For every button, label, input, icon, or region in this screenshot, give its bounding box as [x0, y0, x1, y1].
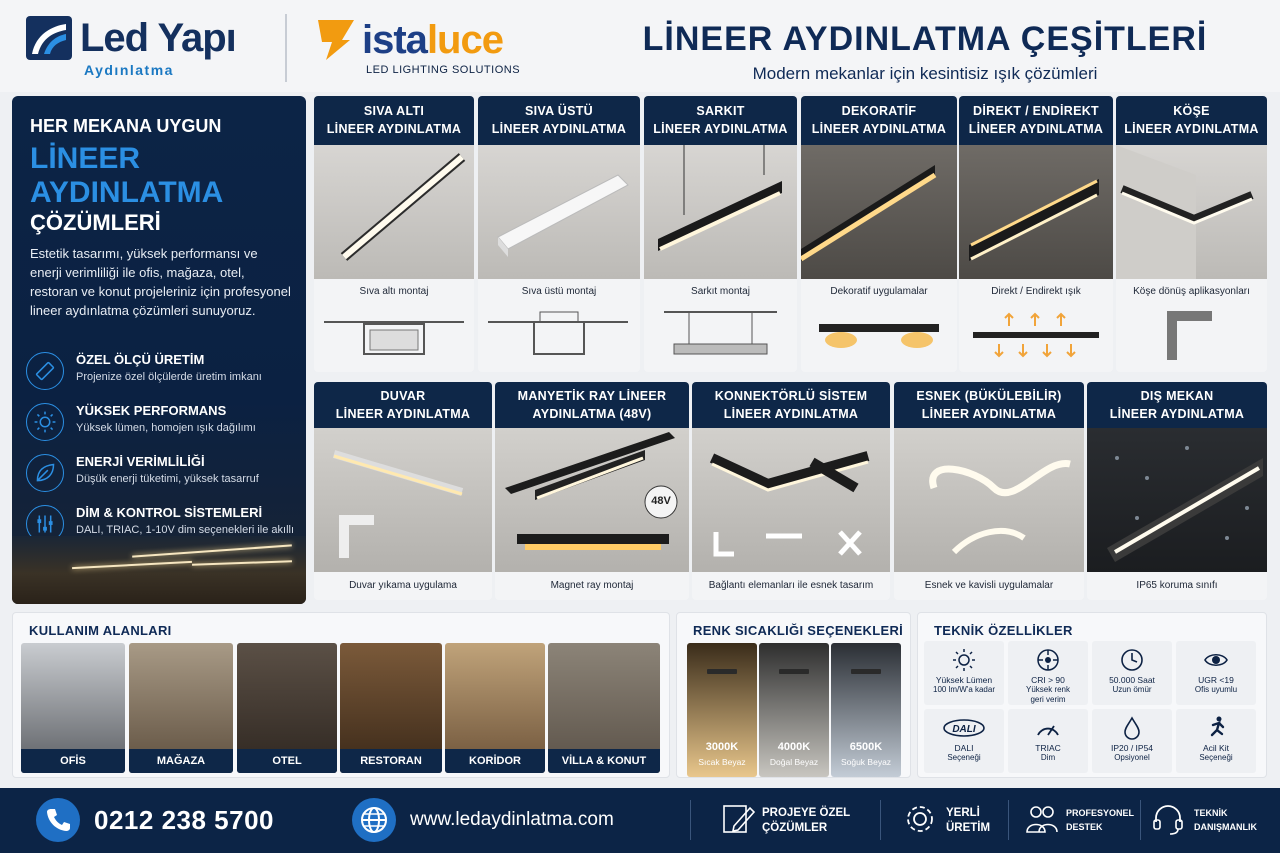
phone-icon[interactable] [36, 798, 80, 842]
intro-kicker: HER MEKANA UYGUN [30, 116, 222, 136]
product-card-outdoor[interactable] [1087, 382, 1267, 600]
intro-description: Estetik tasarımı, yüksek performansı ve enerji verimliliği ile ofis, mağaza, otel, restoran ve konut projeleriniz için profesyonel lineer aydınlatma çözümleri sunuyoruz. [30, 246, 291, 318]
istaluce-logo-mark [318, 20, 354, 60]
phone-number[interactable]: 0212 238 5700 [94, 805, 275, 835]
usage-restaurant[interactable] [340, 643, 442, 773]
globe-icon[interactable] [352, 798, 396, 842]
cct-value: 3000K [705, 741, 739, 753]
card-header: SIVA ALTI LİNEER AYDINLATMA [314, 96, 474, 145]
gear-icon [902, 800, 938, 838]
usage-office[interactable] [21, 643, 125, 773]
mounting-diagram [478, 304, 640, 366]
cct-name: Sıcak Beyaz [698, 757, 746, 767]
product-photo [801, 145, 957, 279]
card-caption: Köşe dönüş aplikasyonları [1133, 286, 1250, 297]
leaf-icon [26, 454, 64, 492]
spec-lifetime: 50.000 Saat Uzun ömür [1092, 641, 1172, 705]
card-caption: Sıva altı montaj [359, 286, 429, 297]
card-caption: Sarkıt montaj [691, 286, 750, 297]
cct-value: 6500K [849, 741, 883, 753]
card-caption: Duvar yıkama uygulama [349, 580, 457, 591]
product-photo [959, 145, 1113, 279]
feature-desc: Projenize özel ölçülerde üretim imkanı [76, 371, 262, 383]
feature-desc: Düşük enerji tüketimi, yüksek tasarruf [76, 473, 259, 485]
spec-dali: DALI DALI Seçeneği [924, 709, 1004, 773]
card-header: DEKORATİF LİNEER AYDINLATMA [801, 96, 957, 145]
eye-icon [1203, 647, 1229, 673]
pencil-icon [720, 800, 756, 838]
spec-triac: TRIAC Dim [1008, 709, 1088, 773]
feature-desc: Yüksek lümen, homojen ışık dağılımı [76, 422, 256, 434]
intro-panel [12, 96, 306, 604]
card-header: SIVA ÜSTÜ LİNEER AYDINLATMA [478, 96, 640, 145]
product-photo [692, 428, 890, 572]
cct-section [676, 612, 911, 778]
usage-title: KULLANIM ALANLARI [29, 623, 172, 638]
ledyapi-logo [26, 14, 256, 80]
card-header: ESNEK (BÜKÜLEBİLİR) LİNEER AYDINLATMA [894, 382, 1084, 428]
intro-heading-3: ÇÖZÜMLERİ [30, 210, 161, 235]
card-caption: Dekoratif uygulamalar [830, 286, 928, 297]
spec-cri: CRI > 90 Yüksek renk geri verim [1008, 641, 1088, 705]
ledyapi-name: Led Yapı [80, 16, 236, 60]
product-card-connector[interactable] [692, 382, 890, 600]
spec-ip: IP20 / IP54 Opsiyonel [1092, 709, 1172, 773]
cct-6500k[interactable] [831, 643, 901, 777]
product-photo [314, 145, 474, 279]
footer-custom-solutions: PROJEYE ÖZEL ÇÖZÜMLER [762, 807, 851, 834]
spec-lumen: Yüksek Lümen 100 lm/W'a kadar [924, 641, 1004, 705]
cct-name: Doğal Beyaz [769, 757, 819, 767]
usage-villa[interactable] [548, 643, 660, 773]
istaluce-name: istaluce [362, 18, 503, 62]
card-header: KONNEKTÖRLÜ SİSTEM LİNEER AYDINLATMA [692, 382, 890, 428]
product-photo [894, 428, 1084, 572]
product-card-direct-indirect[interactable] [959, 96, 1113, 372]
clock-icon [1119, 647, 1145, 673]
voltage-badge: 48V [651, 495, 671, 507]
cri-icon [1035, 647, 1061, 673]
specs-section [917, 612, 1267, 778]
product-photo [495, 428, 689, 572]
mounting-diagram [801, 304, 957, 366]
headset-icon [1150, 800, 1186, 838]
product-card-flexible[interactable] [894, 382, 1084, 600]
emergency-icon [1203, 715, 1229, 741]
product-photo [1116, 145, 1267, 279]
dali-icon [942, 715, 986, 741]
spec-ugr: UGR <19 Ofis uyumlu [1176, 641, 1256, 705]
drop-icon [1119, 715, 1145, 741]
ledyapi-logo-mark [26, 16, 72, 60]
intro-heading-2: AYDINLATMA [30, 176, 224, 209]
card-caption: Esnek ve kavisli uygulamalar [924, 580, 1054, 591]
product-photo [314, 428, 492, 572]
istaluce-sub: LED LIGHTING SOLUTIONS [366, 64, 521, 76]
product-card-decorative[interactable] [801, 96, 957, 372]
sun-icon [26, 403, 64, 441]
cct-4000k[interactable] [759, 643, 829, 777]
feature-efficiency [26, 452, 296, 498]
mounting-diagram [1116, 304, 1267, 366]
product-photo [644, 145, 797, 279]
usage-section [12, 612, 670, 778]
feature-title: ÖZEL ÖLÇÜ ÜRETİM [76, 352, 205, 367]
product-photo [1087, 428, 1267, 572]
page-subtitle: Modern mekanlar için kesintisiz ışık çözümleri [752, 64, 1098, 83]
card-caption: Direkt / Endirekt ışık [991, 286, 1081, 297]
usage-label: OTEL [237, 749, 337, 773]
mounting-diagram [959, 304, 1113, 366]
cct-value: 4000K [777, 741, 811, 753]
card-caption: IP65 koruma sınıfı [1136, 580, 1218, 591]
feature-custom-size [26, 350, 296, 396]
feature-desc: DALI, TRIAC, 1-10V dim seçenekleri ile akıllı [76, 524, 295, 536]
istaluce-logo [318, 16, 538, 80]
usage-corridor[interactable] [445, 643, 545, 773]
usage-label: VİLLA & KONUT [548, 749, 660, 773]
feature-title: DİM & KONTROL SİSTEMLERİ [76, 505, 263, 520]
card-caption: Sıva üstü montaj [521, 286, 597, 297]
cct-name: Soğuk Beyaz [840, 757, 892, 767]
card-header: SARKIT LİNEER AYDINLATMA [644, 96, 797, 145]
header-divider [285, 14, 287, 82]
card-header: DUVAR LİNEER AYDINLATMA [314, 382, 492, 428]
footer [0, 788, 1280, 853]
usage-hotel[interactable] [237, 643, 337, 773]
card-header: DIŞ MEKAN LİNEER AYDINLATMA [1087, 382, 1267, 428]
usage-store[interactable] [129, 643, 233, 773]
bulb-icon [951, 647, 977, 673]
product-card-recessed[interactable] [314, 96, 474, 372]
dimmer-icon [1035, 715, 1061, 741]
footer-support: PROFESYONEL DESTEK [1066, 808, 1135, 832]
ledyapi-sub: Aydınlatma [84, 62, 174, 78]
intro-heading-1: LİNEER [30, 142, 141, 175]
product-card-pendant[interactable] [644, 96, 797, 372]
specs-title: TEKNİK ÖZELLİKLER [934, 623, 1073, 638]
website-link[interactable]: www.ledaydinlatma.com [410, 809, 614, 830]
usage-label: RESTORAN [340, 749, 442, 773]
office-photo [12, 536, 306, 604]
usage-label: MAĞAZA [129, 749, 233, 773]
product-card-wall[interactable] [314, 382, 492, 600]
product-card-surface[interactable] [478, 96, 640, 372]
card-header: MANYETİK RAY LİNEER AYDINLATMA (48V) [495, 382, 689, 428]
card-caption: Magnet ray montaj [550, 580, 634, 591]
cct-title: RENK SICAKLIĞI SEÇENEKLERİ [693, 623, 904, 638]
feature-title: YÜKSEK PERFORMANS [76, 403, 227, 418]
usage-label: OFİS [21, 749, 125, 773]
card-header: KÖŞE LİNEER AYDINLATMA [1116, 96, 1267, 145]
footer-local-production: YERLİ ÜRETİM [946, 807, 991, 834]
spec-emergency: Acil Kit Seçeneği [1176, 709, 1256, 773]
usage-label: KORİDOR [445, 749, 545, 773]
feature-performance [26, 401, 296, 447]
cct-3000k[interactable] [687, 643, 757, 777]
feature-title: ENERJİ VERİMLİLİĞİ [76, 454, 205, 469]
page-title: LİNEER AYDINLATMA ÇEŞİTLERİ [642, 20, 1208, 58]
team-icon [1024, 800, 1060, 838]
mounting-diagram [644, 304, 797, 366]
card-caption: Bağlantı elemanları ile esnek tasarım [708, 580, 874, 591]
product-card-magnetic[interactable] [495, 382, 689, 600]
product-card-corner[interactable] [1116, 96, 1267, 372]
card-header: DİREKT / ENDİREKT LİNEER AYDINLATMA [959, 96, 1113, 145]
ruler-icon [26, 352, 64, 390]
footer-consulting: TEKNİK DANIŞMANLIK [1194, 808, 1257, 832]
mounting-diagram [314, 304, 474, 366]
product-photo [478, 145, 640, 279]
svg-text:DALI: DALI [952, 724, 976, 735]
header [0, 0, 1280, 92]
